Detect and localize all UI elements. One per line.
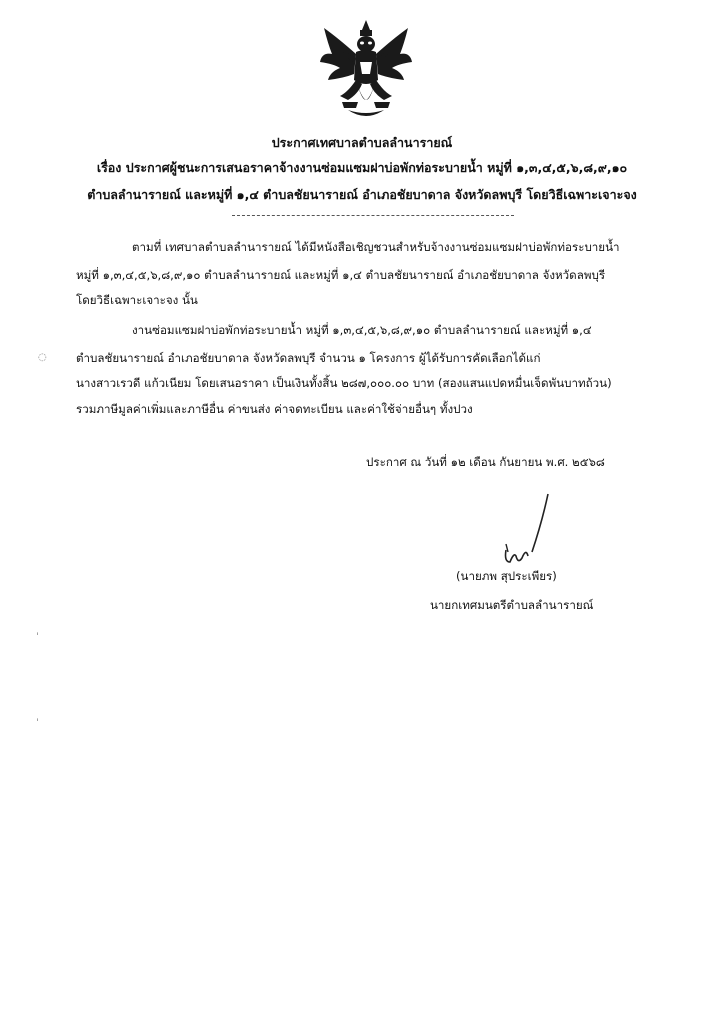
scan-mark: ◌ bbox=[38, 352, 47, 363]
document-subject-line-1: เรื่อง ประกาศผู้ชนะการเสนอราคาจ้างงานซ่อมแซมฝาบ่อพักท่อระบายน้ำ หมู่ที่ ๑,๓,๔,๕,๖,๘,๙,๑๐ bbox=[96, 160, 628, 175]
scan-mark: ˈ bbox=[36, 718, 39, 729]
handwritten-signature bbox=[492, 492, 562, 572]
paragraph-2-line-2: ตำบลชัยนารายณ์ อำเภอชัยบาดาล จังหวัดลพบุรี จำนวน ๑ โครงการ ผู้ได้รับการคัดเลือกได้แก่ bbox=[76, 351, 541, 365]
paragraph-1-line-2: หมู่ที่ ๑,๓,๔,๕,๖,๘,๙,๑๐ ตำบลลำนารายณ์ และหมู่ที่ ๑,๔ ตำบลชัยนารายณ์ อำเภอชัยบาดาล จังหวัดลพบุรี bbox=[76, 268, 606, 282]
garuda-emblem bbox=[318, 18, 414, 122]
scan-mark: ˈ bbox=[36, 632, 39, 643]
document-office-title: ประกาศเทศบาลตำบลลำนารายณ์ bbox=[271, 135, 453, 150]
paragraph-2-line-3: นางสาวเรวดี แก้วเนียม โดยเสนอราคา เป็นเงินทั้งสิ้น ๒๘๗,๐๐๐.๐๐ บาท (สองแสนแปดหมื่นเจ็ดพันบาทถ้วน) bbox=[76, 376, 612, 390]
divider-line bbox=[232, 215, 514, 216]
paragraph-2-line-1: งานซ่อมแซมฝาบ่อพักท่อระบายน้ำ หมู่ที่ ๑,๓,๔,๕,๖,๘,๙,๑๐ ตำบลลำนารายณ์ และหมู่ที่ ๑,๔ bbox=[132, 323, 592, 337]
paragraph-1-line-1: ตามที่ เทศบาลตำบลลำนารายณ์ ได้มีหนังสือเชิญชวนสำหรับจ้างงานซ่อมแซมฝาบ่อพักท่อระบายน้ำ bbox=[132, 240, 620, 254]
paragraph-1-line-3: โดยวิธีเฉพาะเจาะจง นั้น bbox=[76, 293, 198, 307]
document-subject-line-2: ตำบลลำนารายณ์ และหมู่ที่ ๑,๔ ตำบลชัยนารายณ์ อำเภอชัยบาดาล จังหวัดลพบุรี โดยวิธีเฉพาะเจาะจง bbox=[87, 187, 637, 202]
announcement-date: ประกาศ ณ วันที่ ๑๒ เดือน กันยายน พ.ศ. ๒๕๖๘ bbox=[366, 455, 605, 469]
paragraph-2-line-4: รวมภาษีมูลค่าเพิ่มและภาษีอื่น ค่าขนส่ง ค่าจดทะเบียน และค่าใช้จ่ายอื่นๆ ทั้งปวง bbox=[76, 402, 473, 416]
signatory-position: นายกเทศมนตรีตำบลลำนารายณ์ bbox=[430, 598, 594, 612]
signatory-name: (นายภพ สุประเพียร) bbox=[456, 569, 557, 583]
